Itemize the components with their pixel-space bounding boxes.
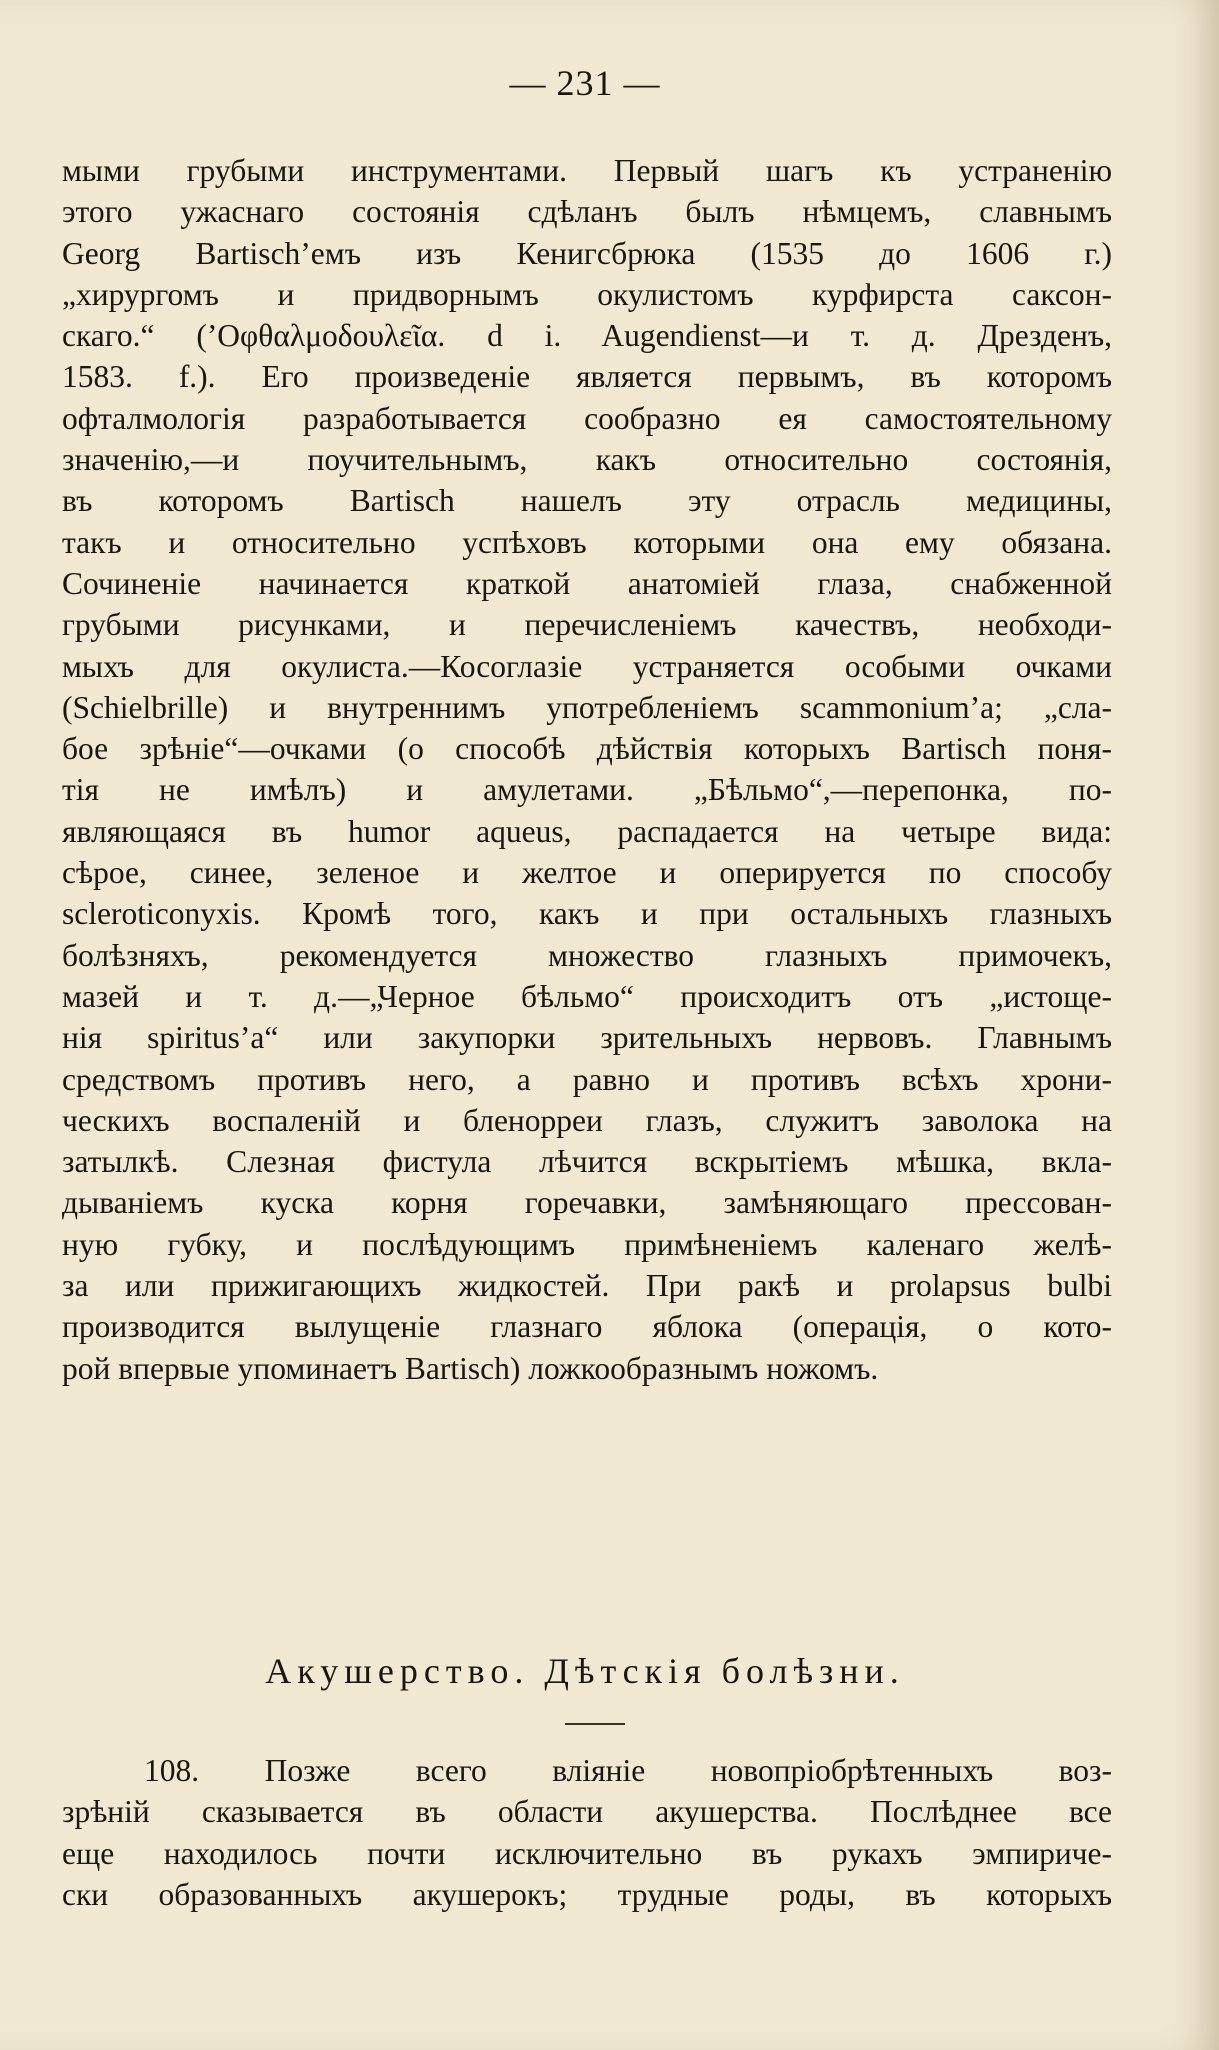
text-line: грубыми рисунками, и перечисленіемъ качествъ, необходи- xyxy=(62,607,1112,643)
text-line: значенію,—и поучительнымъ, какъ относительно состоянія, xyxy=(62,442,1112,478)
text-line: тія не имѣлъ) и амулетами. „Бѣльмо“,—перепонка, по- xyxy=(62,772,1112,808)
text-line: ческихъ воспаленій и бленорреи глазъ, служитъ заволока на xyxy=(62,1102,1112,1138)
text-line: болѣзняхъ, рекомендуется множество глазныхъ примочекъ, xyxy=(62,937,1112,973)
text-line: дываніемъ куска корня горечавки, замѣняющаго прессован- xyxy=(62,1185,1112,1221)
text-line: за или прижигающихъ жидкостей. При ракѣ и prolapsus bulbi xyxy=(62,1268,1112,1304)
text-line: 1583. f.). Его произведеніе является первымъ, въ которомъ xyxy=(62,359,1112,395)
text-line: затылкѣ. Слезная фистула лѣчится вскрытіемъ мѣшка, вкла- xyxy=(62,1144,1112,1180)
text-line: рой впервые упоминаетъ Bartisch) ложкообразнымъ ножомъ. xyxy=(62,1350,879,1386)
text-line: мыми грубыми инструментами. Первый шагъ къ устраненію xyxy=(62,153,1112,188)
section-heading: Акушерство. Дѣтскія болѣзни. xyxy=(265,1651,905,1691)
text-line: производится вылущеніе глазнаго яблока (операція, о кото- xyxy=(62,1309,1112,1345)
text-line: такъ и относительно успѣховъ которыми она ему обязана. xyxy=(62,524,1112,560)
text-line: Сочиненіе начинается краткой анатоміей глаза, снабженной xyxy=(62,565,1112,601)
text-line: средствомъ противъ него, а равно и противъ всѣхъ хрони- xyxy=(62,1061,1112,1097)
paragraph-bartisch xyxy=(62,150,1112,1389)
text-line: зрѣній сказывается въ области акушерства. Послѣднее все xyxy=(62,1794,1112,1830)
text-line: нія spiritus’а“ или закупорки зрительныхъ нервовъ. Главнымъ xyxy=(62,1020,1112,1056)
text-line: scleroticonyxis. Кромѣ того, какъ и при остальныхъ глазныхъ xyxy=(62,896,1112,932)
text-line: офталмологія разработывается сообразно ея самостоятельному xyxy=(62,400,1112,436)
heading-divider xyxy=(565,1723,625,1725)
text-line: еще находилось почти исключительно въ рукахъ эмпириче- xyxy=(62,1835,1112,1871)
text-line: мыхъ для окулиста.—Косоглазіе устраняется особыми очками xyxy=(62,648,1112,684)
text-line: бое зрѣніе“—очками (о способѣ дѣйствія которыхъ Bartisch поня- xyxy=(62,731,1112,767)
text-line: мазей и т. д.—„Черное бѣльмо“ происходитъ отъ „истоще- xyxy=(62,978,1112,1014)
text-line: 108. Позже всего вліяніе новопріобрѣтенныхъ воз- xyxy=(144,1753,1112,1788)
text-line: Georg Bartisch’емъ изъ Кенигсбрюка (1535 до 1606 г.) xyxy=(62,235,1112,271)
page-number: — 231 — xyxy=(509,63,661,103)
text-line: сѣрое, синее, зеленое и желтое и оперируется по способу xyxy=(62,855,1112,891)
text-line: этого ужаснаго состоянія сдѣланъ былъ нѣмцемъ, славнымъ xyxy=(62,194,1112,230)
paragraph-obstetrics xyxy=(62,1750,1112,1915)
text-line: „хирургомъ и придворнымъ окулистомъ курфирста саксон- xyxy=(62,276,1112,312)
text-line: являющаяся въ humor aqueus, распадается на четыре вида: xyxy=(62,813,1112,849)
text-line: ски образованныхъ акушерокъ; трудные роды, въ которыхъ xyxy=(62,1876,1112,1912)
text-line: скаго.“ (’Οφθαλμοδουλεῖα. d i. Augendienst—и т. д. Дрезденъ, xyxy=(62,318,1112,354)
text-line: ную губку, и послѣдующимъ примѣненіемъ каленаго желѣ- xyxy=(62,1226,1112,1262)
text-line: въ которомъ Bartisch нашелъ эту отрасль медицины, xyxy=(62,483,1112,519)
text-line: (Schielbrille) и внутреннимъ употребленіемъ scammonium’а; „сла- xyxy=(62,689,1112,725)
